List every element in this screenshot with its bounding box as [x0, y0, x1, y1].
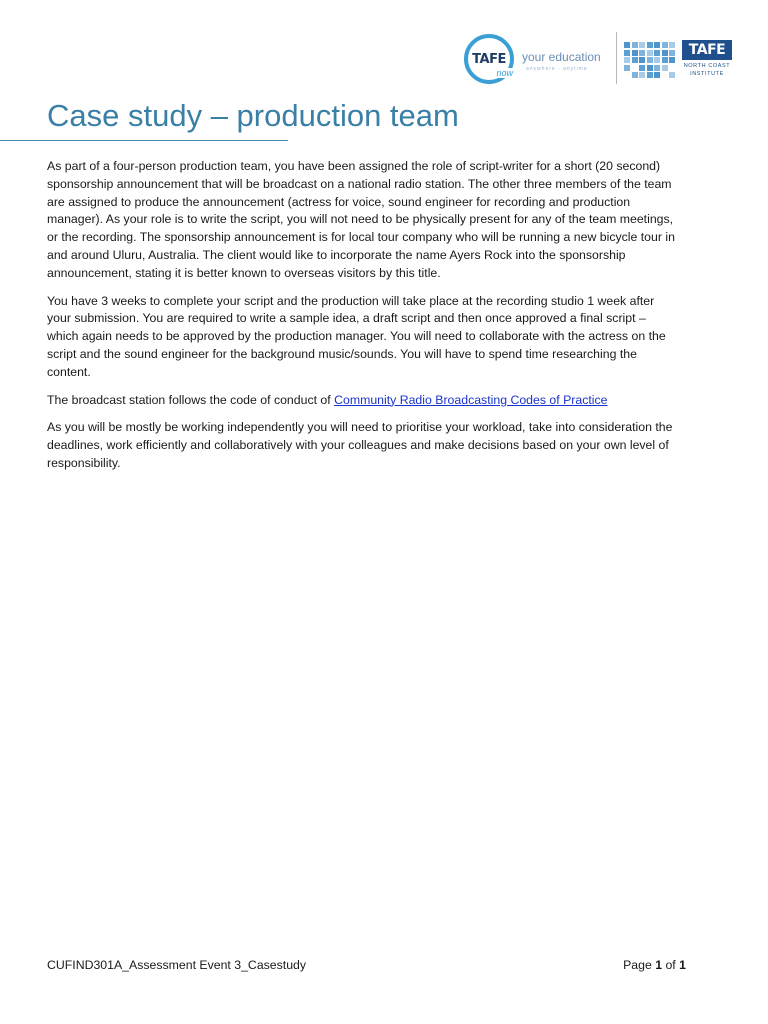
tile-square	[647, 42, 653, 48]
paragraph-conduct	[47, 392, 675, 410]
tafe-nci-logo	[682, 40, 732, 80]
conduct-link[interactable]: Community Radio Broadcasting Codes of Practice	[334, 392, 608, 407]
paragraph-timeline: You have 3 weeks to complete your script and the production will take place at the recording studio 1 week after your submission. You are required to write a sample idea, a draft script and then once approved a final script – which again needs to be approved by the production manager. You will need to collaborate with the actress on the script and the sound engineer for the background music/sounds. You will have to spend time researching the content.	[47, 293, 666, 379]
tile-grid-icon	[624, 42, 678, 78]
tile-square	[624, 65, 630, 71]
tile-square	[669, 42, 675, 48]
tile-square	[662, 50, 668, 56]
paragraph-closing: As you will be mostly be working independently you will need to prioritise your workload, take into consideration the deadlines, work efficiently and collaboratively with your colleagues and make decisions based on your own level of responsibility.	[47, 420, 673, 470]
tile-square	[662, 57, 668, 63]
page-title: Case study – production team	[47, 98, 459, 133]
tile-square	[654, 42, 660, 48]
tafe-now-logo-suffix: now	[496, 68, 513, 78]
tile-square	[662, 42, 668, 48]
paragraph-role: As part of a four-person production team, you have been assigned the role of script-writer for a short (20 second) sponsorship announcement that will be broadcast on a national radio station. The other three members of the team are assigned to produce the announcement (actress for voice, sound engineer for recording and production manager). As your role is to write the script, you will not need to be physically present for any of the team meetings, or the recording. The sponsorship announcement is for local tour company who will be running a new bicycle tour in and around Uluru, Australia. The client would like to incorporate the name Ayers Rock into the sponsorship announcement, stating it is better known to overseas visitors by this title.	[47, 159, 675, 280]
slogan: your education	[522, 50, 601, 64]
document-body	[47, 158, 675, 483]
page-of: of	[665, 958, 676, 972]
tile-square	[647, 72, 653, 78]
tile-square	[624, 50, 630, 56]
title-rule	[0, 140, 288, 141]
tile-square	[639, 65, 645, 71]
document-code: CUFIND301A_Assessment Event 3_Casestudy	[47, 958, 307, 972]
header-logos	[462, 30, 732, 88]
tile-square	[632, 57, 638, 63]
tile-square	[654, 65, 660, 71]
tile-square	[647, 50, 653, 56]
page-label: Page	[623, 958, 652, 972]
tile-square	[654, 50, 660, 56]
tile-square	[624, 57, 630, 63]
tile-square	[632, 50, 638, 56]
tile-square	[632, 72, 638, 78]
tile-square	[639, 42, 645, 48]
logo-divider	[616, 32, 617, 84]
page-number	[623, 958, 686, 972]
tile-square	[632, 42, 638, 48]
tile-square	[647, 65, 653, 71]
tafe-nci-logo-text: TAFE	[682, 40, 732, 60]
tile-square	[654, 72, 660, 78]
page-total: 1	[679, 958, 686, 972]
tile-square	[639, 72, 645, 78]
tile-square	[639, 50, 645, 56]
tile-square	[624, 42, 630, 48]
tile-square	[647, 57, 653, 63]
tile-square	[669, 50, 675, 56]
tafe-now-logo-text: TAFE	[472, 51, 506, 67]
tafe-nci-line2: INSTITUTE	[690, 71, 724, 77]
tile-square	[669, 72, 675, 78]
tafe-nci-line1: NORTH COAST	[683, 63, 731, 69]
tile-square	[662, 65, 668, 71]
tafe-now-logo	[464, 34, 514, 84]
conduct-prefix: The broadcast station follows the code of conduct of	[47, 392, 335, 407]
slogan-sub: anywhere · anytime	[526, 66, 588, 72]
page-current: 1	[655, 958, 663, 972]
tile-square	[639, 57, 645, 63]
tile-square	[654, 57, 660, 63]
tile-square	[669, 57, 675, 63]
